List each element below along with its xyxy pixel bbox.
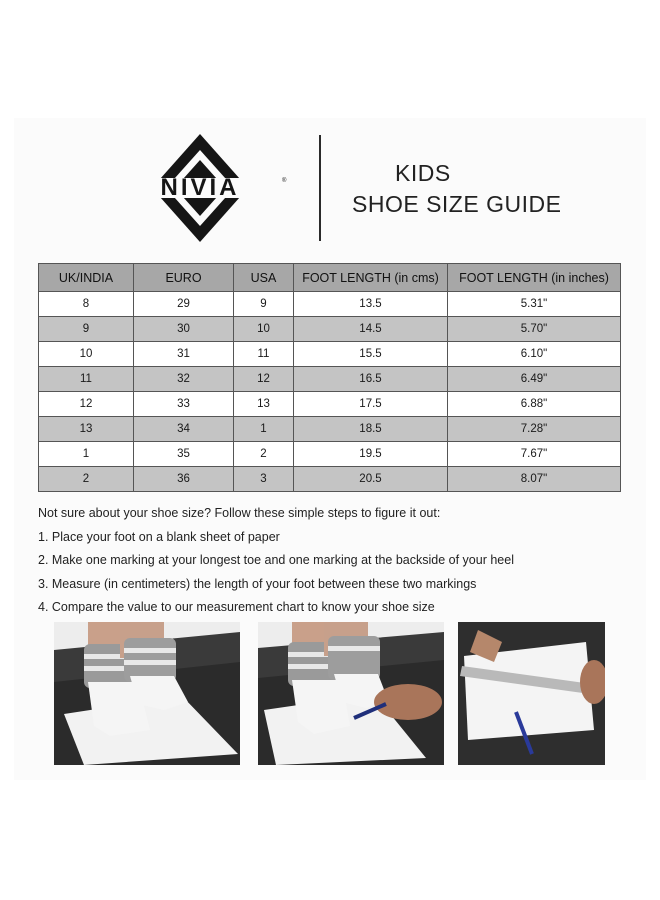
table-cell: 3 bbox=[234, 467, 294, 492]
table-cell: 8.07" bbox=[448, 467, 621, 492]
table-cell: 29 bbox=[134, 292, 234, 317]
table-cell: 10 bbox=[234, 317, 294, 342]
table-cell: 16.5 bbox=[294, 367, 448, 392]
title-kids: KIDS bbox=[395, 160, 451, 186]
table-cell: 6.88" bbox=[448, 392, 621, 417]
table-cell: 32 bbox=[134, 367, 234, 392]
table-cell: 13.5 bbox=[294, 292, 448, 317]
table-cell: 11 bbox=[39, 367, 134, 392]
size-chart-table bbox=[38, 263, 621, 492]
column-header-euro: EURO bbox=[134, 264, 234, 292]
table-cell: 12 bbox=[39, 392, 134, 417]
table-cell: 6.49" bbox=[448, 367, 621, 392]
table-cell: 20.5 bbox=[294, 467, 448, 492]
table-cell: 13 bbox=[39, 417, 134, 442]
table-row bbox=[39, 392, 621, 417]
table-cell: 9 bbox=[39, 317, 134, 342]
table-cell: 14.5 bbox=[294, 317, 448, 342]
table-cell: 6.10" bbox=[448, 342, 621, 367]
table-cell: 31 bbox=[134, 342, 234, 367]
table-cell: 13 bbox=[234, 392, 294, 417]
table-cell: 5.31" bbox=[448, 292, 621, 317]
instructions-intro: Not sure about your shoe size? Follow these simple steps to figure it out: bbox=[38, 506, 441, 520]
instruction-step: 1. Place your foot on a blank sheet of paper bbox=[38, 529, 280, 544]
table-cell: 1 bbox=[39, 442, 134, 467]
svg-text:®: ® bbox=[282, 178, 287, 184]
table-cell: 17.5 bbox=[294, 392, 448, 417]
step-photo-foot-on-paper bbox=[54, 622, 240, 765]
table-cell: 9 bbox=[234, 292, 294, 317]
instruction-step: 4. Compare the value to our measurement chart to know your shoe size bbox=[38, 600, 435, 614]
instruction-step: 2. Make one marking at your longest toe and one marking at the backside of your heel bbox=[38, 553, 514, 567]
table-cell: 18.5 bbox=[294, 417, 448, 442]
table-cell: 36 bbox=[134, 467, 234, 492]
table-header-row bbox=[39, 264, 621, 292]
nivia-logo bbox=[112, 132, 288, 244]
table-cell: 30 bbox=[134, 317, 234, 342]
table-cell: 33 bbox=[134, 392, 234, 417]
column-header-usa: USA bbox=[234, 264, 294, 292]
step-photo-measuring-ruler bbox=[458, 622, 605, 765]
table-cell: 35 bbox=[134, 442, 234, 467]
instruction-step: 3. Measure (in centimeters) the length of your foot between these two markings bbox=[38, 576, 477, 591]
table-cell: 7.67" bbox=[448, 442, 621, 467]
table-cell: 8 bbox=[39, 292, 134, 317]
table-row bbox=[39, 442, 621, 467]
table-row bbox=[39, 417, 621, 442]
table-cell: 12 bbox=[234, 367, 294, 392]
table-cell: 11 bbox=[234, 342, 294, 367]
header-divider bbox=[319, 135, 321, 241]
table-cell: 19.5 bbox=[294, 442, 448, 467]
table-row bbox=[39, 342, 621, 367]
table-row bbox=[39, 367, 621, 392]
title-shoe-size-guide: SHOE SIZE GUIDE bbox=[352, 191, 562, 217]
table-row bbox=[39, 467, 621, 492]
nivia-wordmark: NIVIA bbox=[160, 174, 240, 201]
table-cell: 7.28" bbox=[448, 417, 621, 442]
table-row bbox=[39, 292, 621, 317]
table-cell: 2 bbox=[234, 442, 294, 467]
table-cell: 15.5 bbox=[294, 342, 448, 367]
column-header-uk-india: UK/INDIA bbox=[39, 264, 134, 292]
step-photo-marking-heel bbox=[258, 622, 444, 765]
table-row bbox=[39, 317, 621, 342]
table-cell: 10 bbox=[39, 342, 134, 367]
column-header-foot-length-cm: FOOT LENGTH (in cms) bbox=[294, 264, 448, 292]
table-cell: 34 bbox=[134, 417, 234, 442]
table-cell: 2 bbox=[39, 467, 134, 492]
table-cell: 1 bbox=[234, 417, 294, 442]
column-header-foot-length-inches: FOOT LENGTH (in inches) bbox=[448, 264, 621, 292]
table-cell: 5.70" bbox=[448, 317, 621, 342]
measurement-instructions bbox=[38, 502, 638, 620]
